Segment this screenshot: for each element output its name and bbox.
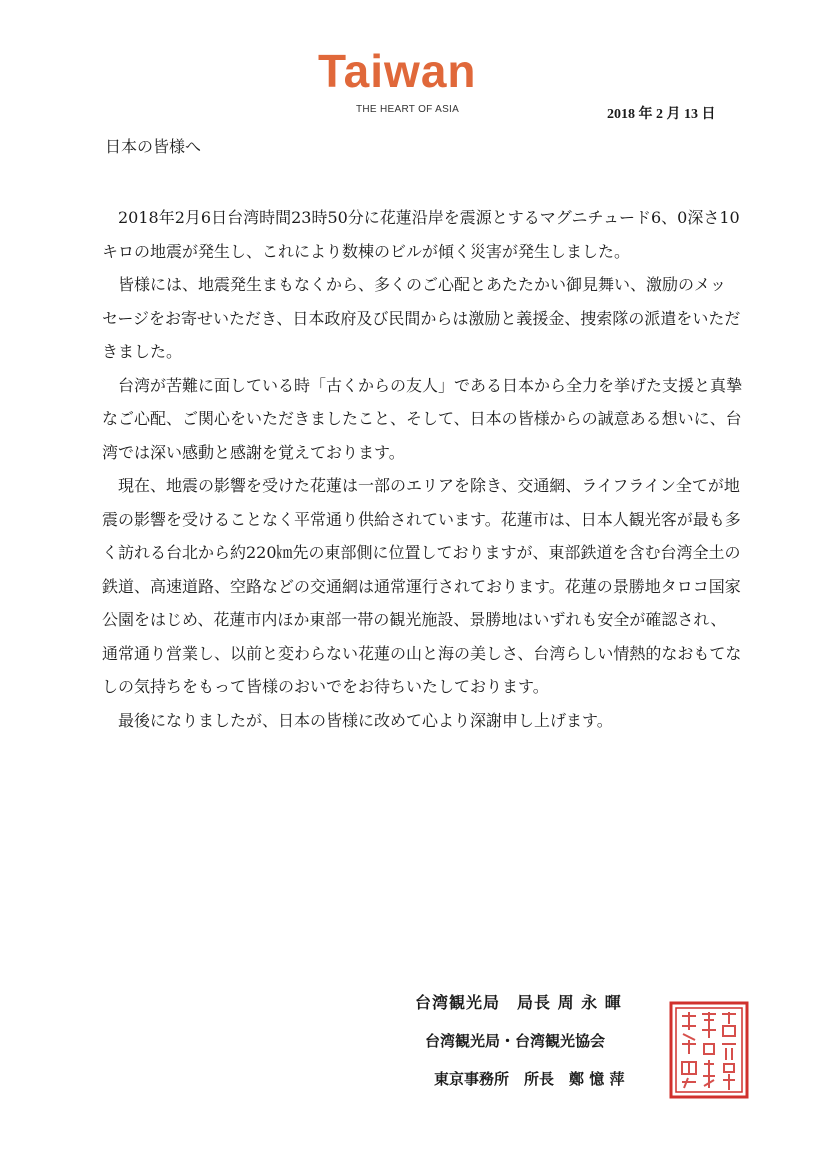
official-seal-stamp [668,1000,750,1100]
paragraph: 最後になりましたが、日本の皆様に改めて心より深謝申し上げます。 [118,710,613,730]
letter-date: 2018 年 2 月 13 日 [607,107,716,122]
paragraph: 台湾が苦難に面している時「古くからの友人」である日本から全力を挙げた支援と真摯なご心配、ご関心をいただきましたこと、そして、日本の皆様からの誠意ある想いに、台湾では深い感動と感謝を覚えております。 [102,375,743,462]
paragraph: 現在、地震の影響を受けた花蓮は一部のエリアを除き、交通網、ライフライン全てが地震の影響を受けることなく平常通り供給されています。花蓮市は、日本人観光客が最も多く訪れる台北から約220㎞先の東部側に位置しておりますが、東部鉄道を含む台湾全土の鉄道、高速道路、空路などの交通網は通常運行されております。花蓮の景勝地タロコ国家公園をはじめ、花蓮市内ほか東部一帯の観光施設、景勝地はいずれも安全が確認され、通常通り営業し、以前と変わらない花蓮の山と海の美しさ、台湾らしい情熱的なおもてなしの気持ちをもって皆様のおいでをお待ちいたしております。 [102,476,742,696]
signature-office-head: 東京事務所 所長 鄭 憶 萍 [434,1070,625,1088]
paragraph: 2018年2月6日台湾時間23時50分に花蓮沿岸を震源とするマグニチュード6、0深さ10キロの地震が発生し、これにより数棟のビルが傾く災害が発生しました。 [102,208,740,261]
signature-director: 台湾観光局 局長 周 永 暉 [415,993,622,1012]
salutation: 日本の皆様へ [105,137,202,156]
paragraph: 皆様には、地震発生まもなくから、多くのご心配とあたたかい御見舞い、激励のメッセージをお寄せいただき、日本政府及び民間からは激励と義援金、捜索隊の派遣をいただきました。 [102,275,741,361]
taiwan-logo: Taiwan [318,45,477,97]
logo-tagline: THE HEART OF ASIA [356,104,460,115]
signature-organization: 台湾観光局・台湾観光協会 [425,1032,606,1050]
letter-body [102,201,742,737]
